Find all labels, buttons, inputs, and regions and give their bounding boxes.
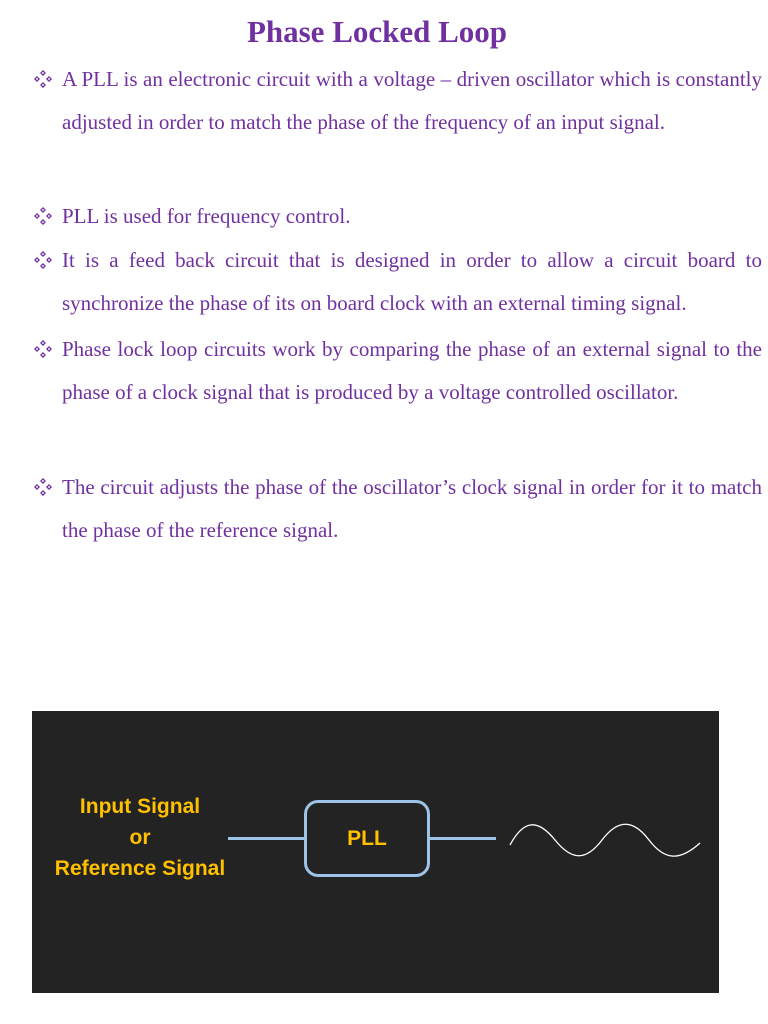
bullet-text: PLL is used for frequency control.: [62, 204, 351, 228]
pll-block-label: PLL: [347, 826, 387, 850]
input-connector-line: [228, 837, 304, 840]
pll-block: [304, 800, 430, 877]
four-diamond-bullet-icon: [34, 328, 56, 371]
four-diamond-bullet-icon: [34, 58, 56, 101]
bullet-item: [34, 466, 762, 551]
bullet-text: The circuit adjusts the phase of the oscillator’s clock signal in order for it to match the phase of the reference signal.: [62, 475, 762, 542]
sine-wave-icon: [508, 815, 704, 865]
input-signal-label: [50, 791, 230, 884]
pll-block-diagram: [32, 711, 719, 993]
page-title: Phase Locked Loop: [246, 14, 508, 49]
bullet-item: [34, 328, 762, 413]
input-label-line: or: [129, 826, 151, 849]
bullet-item: [34, 195, 762, 238]
bullet-item: [34, 239, 762, 324]
four-diamond-bullet-icon: [34, 466, 56, 509]
bullet-text: It is a feed back circuit that is designed in order to allow a circuit board to synchronize the phase of its on board clock with an external timing signal.: [62, 248, 762, 315]
input-label-line: Reference Signal: [54, 857, 226, 880]
input-label-line: Input Signal: [79, 795, 201, 818]
output-connector-line: [430, 837, 496, 840]
bullet-item: [34, 58, 762, 143]
bullet-text: A PLL is an electronic circuit with a voltage – driven oscillator which is constantly adjusted in order to match the phase of the frequency of an input signal.: [62, 67, 762, 134]
four-diamond-bullet-icon: [34, 195, 56, 238]
bullet-text: Phase lock loop circuits work by comparing the phase of an external signal to the phase of a clock signal that is produced by a voltage controlled oscillator.: [62, 337, 762, 404]
four-diamond-bullet-icon: [34, 239, 56, 282]
